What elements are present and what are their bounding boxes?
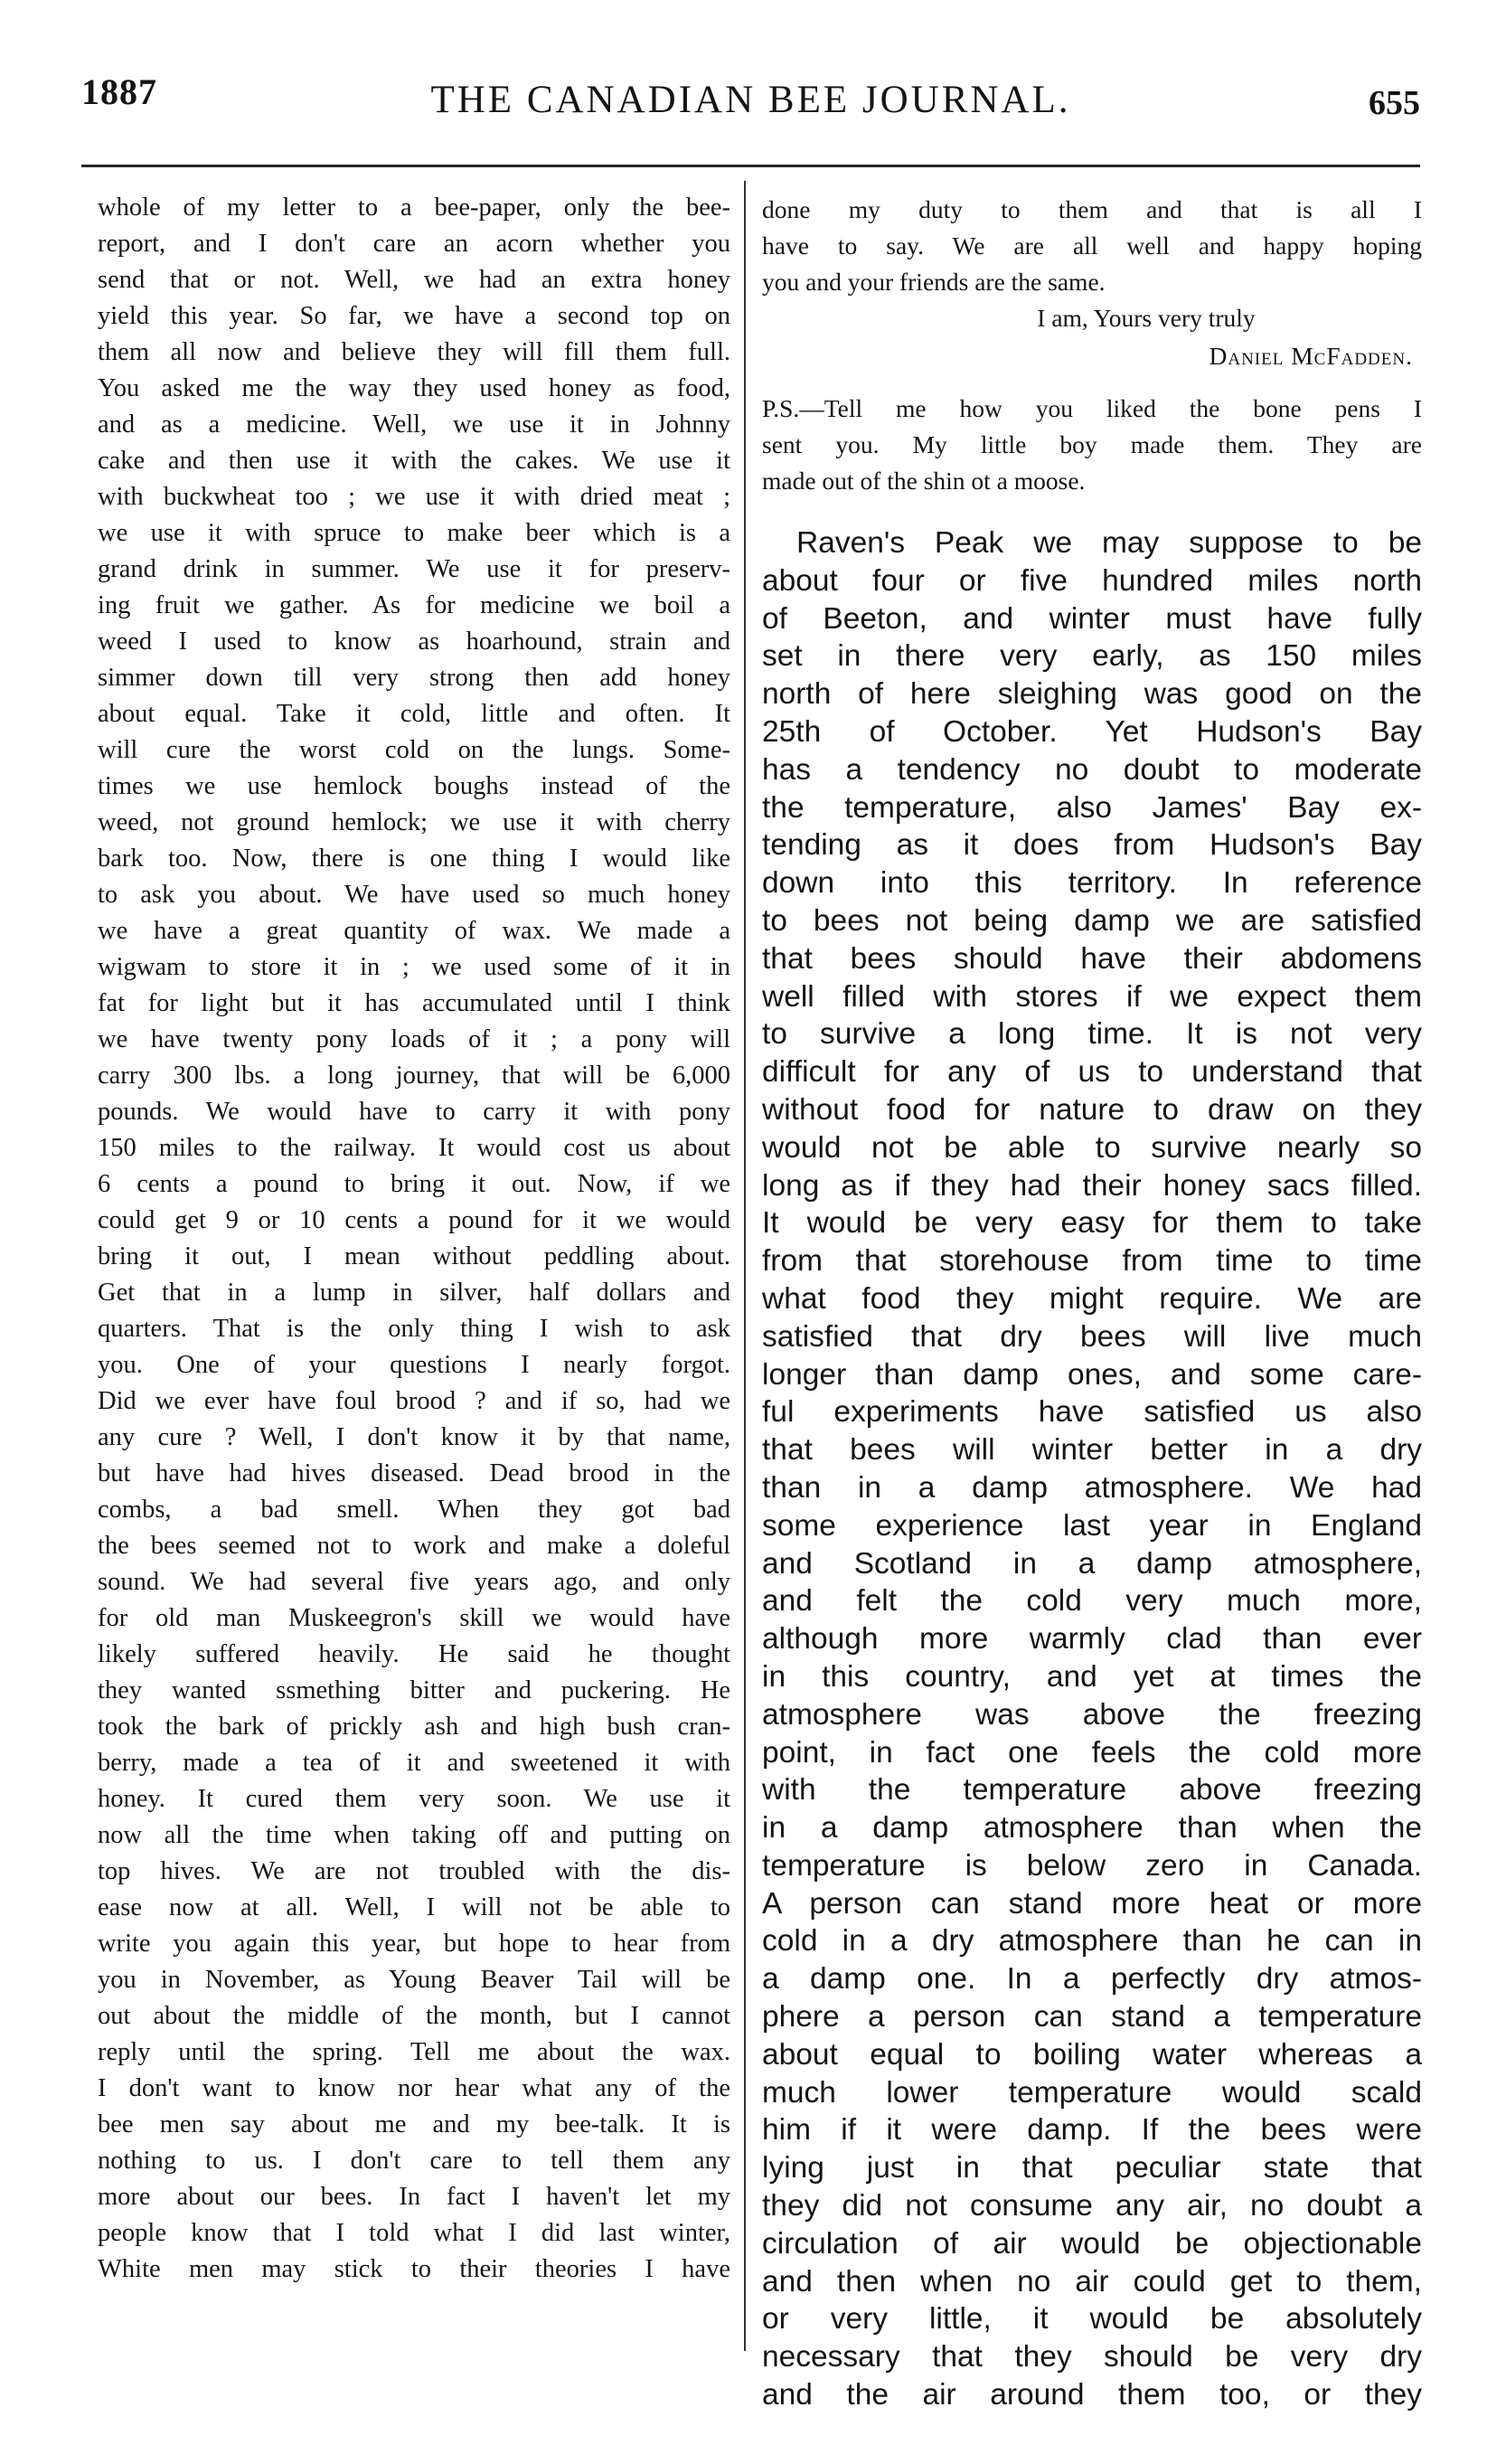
article-line: A person can stand more heat or more — [762, 1886, 1422, 1921]
text-line: we have a great quantity of wax. We made a — [98, 917, 730, 945]
article-line: circulation of air would be objectionable — [762, 2226, 1422, 2261]
header-year: 1887 — [81, 71, 157, 112]
article-line: long as if they had their honey sacs filled. — [762, 1168, 1422, 1203]
text-line: any cure ? Well, I don't know it by that name, — [98, 1423, 730, 1451]
text-line: write you again this year, but hope to hear from — [98, 1930, 730, 1958]
article-line: lying just in that peculiar state that — [762, 2151, 1422, 2186]
text-line: reply until the spring. Tell me about the wax. — [98, 2038, 730, 2066]
article-line: and then when no air could get to them, — [762, 2264, 1422, 2299]
article-line: down into this territory. In reference — [762, 866, 1422, 901]
letter-line: you and your friends are the same. — [762, 268, 1106, 296]
article-line: ful experiments have satisfied us also — [762, 1395, 1422, 1430]
text-line: took the bark of prickly ash and high bush cran- — [98, 1713, 730, 1741]
article-line: about four or five hundred miles north — [762, 563, 1422, 598]
postscript-line: made out of the shin ot a moose. — [762, 467, 1086, 495]
article-line: from that storehouse from time to time — [762, 1244, 1422, 1279]
postscript-line: P.S.—Tell me how you liked the bone pens I — [762, 394, 1422, 422]
article-line: to bees not being damp we are satisfied — [762, 903, 1422, 938]
column-divider — [744, 181, 746, 2351]
article-line: a damp one. In a perfectly dry atmos- — [762, 1962, 1422, 1997]
text-line: could get 9 or 10 cents a pound for it we would — [98, 1206, 730, 1234]
text-line: You asked me the way they used honey as food, — [98, 374, 730, 402]
article-line: of Beeton, and winter must have fully — [762, 601, 1422, 636]
article-line: than in a damp atmosphere. We had — [762, 1470, 1422, 1505]
text-line: report, and I don't care an acorn whether you — [98, 230, 730, 258]
text-line: the bees seemed not to work and make a doleful — [98, 1532, 730, 1560]
article-line: some experience last year in England — [762, 1508, 1422, 1543]
text-line: whole of my letter to a bee-paper, only the bee- — [98, 194, 730, 222]
text-line: we use it with spruce to make beer which is a — [98, 519, 730, 547]
text-line: they wanted ssmething bitter and puckering. He — [98, 1676, 730, 1704]
letter-ending — [762, 192, 1422, 300]
page-header — [81, 71, 1420, 134]
text-line: them all now and believe they will fill them full. — [98, 338, 730, 366]
header-rule — [81, 165, 1420, 167]
article-line: temperature is below zero in Canada. — [762, 1848, 1422, 1883]
text-line: bark too. Now, there is one thing I would like — [98, 845, 730, 873]
text-line: cake and then use it with the cakes. We use it — [98, 447, 730, 475]
article-line: necessary that they should be very dry — [762, 2340, 1422, 2374]
article-line: about equal to boiling water whereas a — [762, 2037, 1422, 2072]
article-line: and the air around them too, or they — [762, 2378, 1422, 2412]
text-line: bee men say about me and my bee-talk. It is — [98, 2110, 730, 2138]
letter-closing: I am, Yours very truly — [1037, 304, 1256, 332]
article-line: 25th of October. Yet Hudson's Bay — [762, 714, 1422, 749]
text-line: people know that I told what I did last winter, — [98, 2219, 730, 2247]
article-line: without food for nature to draw on they — [762, 1092, 1422, 1127]
right-column — [762, 192, 1422, 2414]
article-line: that bees will winter better in a dry — [762, 1433, 1422, 1468]
text-line: Get that in a lump in silver, half dollars and — [98, 1279, 730, 1307]
text-line: nothing to us. I don't care to tell them any — [98, 2147, 730, 2175]
text-line: weed, not ground hemlock; we use it with cherry — [98, 808, 730, 836]
text-line: honey. It cured them very soon. We use it — [98, 1785, 730, 1813]
postscript-line: sent you. My little boy made them. They are — [762, 430, 1422, 458]
text-line: sound. We had several five years ago, and only — [98, 1568, 730, 1596]
text-line: pounds. We would have to carry it with pony — [98, 1098, 730, 1126]
left-column — [98, 190, 730, 2378]
article-line: atmosphere was above the freezing — [762, 1697, 1422, 1732]
article-line: and felt the cold very much more, — [762, 1584, 1422, 1619]
text-line: send that or not. Well, we had an extra honey — [98, 266, 730, 294]
text-line: ease now at all. Well, I will not be able to — [98, 1893, 730, 1921]
text-line: top hives. We are not troubled with the dis- — [98, 1857, 730, 1885]
article-line: well filled with stores if we expect them — [762, 979, 1422, 1014]
letter-signature: Daniel McFadden. — [1209, 342, 1413, 370]
page-number: 655 — [1369, 84, 1420, 122]
article-line: they did not consume any air, no doubt a — [762, 2189, 1422, 2223]
text-line: to ask you about. We have used so much honey — [98, 881, 730, 909]
article-line: has a tendency no doubt to moderate — [762, 752, 1422, 787]
text-line: simmer down till very strong then add honey — [98, 664, 730, 692]
text-line: and as a medicine. Well, we use it in Johnny — [98, 411, 730, 439]
article-line: It would be very easy for them to take — [762, 1206, 1422, 1241]
editorial-article — [762, 524, 1422, 2414]
text-line: you in November, as Young Beaver Tail will be — [98, 1966, 730, 1994]
text-line: grand drink in summer. We use it for preserv- — [98, 555, 730, 583]
letter-line: done my duty to them and that is all I — [762, 195, 1422, 223]
article-line: satisfied that dry bees will live much — [762, 1319, 1422, 1354]
text-line: combs, a bad smell. When they got bad — [98, 1496, 730, 1524]
text-line: White men may stick to their theories I have — [98, 2255, 730, 2283]
text-line: you. One of your questions I nearly forgot. — [98, 1351, 730, 1379]
article-line: Raven's Peak we may suppose to be — [796, 526, 1422, 560]
text-line: Did we ever have foul brood ? and if so, had we — [98, 1387, 730, 1415]
text-line: but have had hives diseased. Dead brood in the — [98, 1459, 730, 1487]
article-line: and Scotland in a damp atmosphere, — [762, 1546, 1422, 1581]
article-line: set in there very early, as 150 miles — [762, 639, 1422, 674]
text-line: will cure the worst cold on the lungs. Some- — [98, 736, 730, 764]
article-line: in a damp atmosphere than when the — [762, 1811, 1422, 1846]
article-line: the temperature, also James' Bay ex- — [762, 790, 1422, 825]
text-line: berry, made a tea of it and sweetened it with — [98, 1749, 730, 1777]
article-line: much lower temperature would scald — [762, 2075, 1422, 2110]
text-line: times we use hemlock boughs instead of the — [98, 772, 730, 800]
article-line: point, in fact one feels the cold more — [762, 1735, 1422, 1770]
article-line: what food they might require. We are — [762, 1281, 1422, 1316]
text-line: ing fruit we gather. As for medicine we boil a — [98, 591, 730, 619]
text-line: with buckwheat too ; we use it with dried meat ; — [98, 483, 730, 511]
text-line: likely suffered heavily. He said he thought — [98, 1640, 730, 1668]
article-line: although more warmly clad than ever — [762, 1622, 1422, 1657]
text-line: yield this year. So far, we have a second top on — [98, 302, 730, 330]
text-line: wigwam to store it in ; we used some of it in — [98, 953, 730, 981]
article-line: north of here sleighing was good on the — [762, 677, 1422, 712]
text-line: carry 300 lbs. a long journey, that will be 6,000 — [98, 1062, 730, 1090]
article-line: or very little, it would be absolutely — [762, 2302, 1422, 2337]
text-line: fat for light but it has accumulated until I think — [98, 989, 730, 1017]
article-line: in this country, and yet at times the — [762, 1659, 1422, 1694]
article-line: phere a person can stand a temperature — [762, 2000, 1422, 2034]
article-line: longer than damp ones, and some care- — [762, 1357, 1422, 1392]
article-line: to survive a long time. It is not very — [762, 1017, 1422, 1052]
journal-title: THE CANADIAN BEE JOURNAL. — [430, 79, 1071, 121]
text-line: out about the middle of the month, but I cannot — [98, 2002, 730, 2030]
text-line: more about our bees. In fact I haven't let my — [98, 2183, 730, 2211]
text-line: quarters. That is the only thing I wish to ask — [98, 1315, 730, 1343]
article-line: that bees should have their abdomens — [762, 941, 1422, 976]
postscript — [762, 391, 1422, 499]
text-line: 6 cents a pound to bring it out. Now, if we — [98, 1170, 730, 1198]
article-line: tending as it does from Hudson's Bay — [762, 828, 1422, 863]
text-line: now all the time when taking off and putting on — [98, 1821, 730, 1849]
letter-line: have to say. We are all well and happy hoping — [762, 231, 1422, 260]
article-line: cold in a dry atmosphere than he can in — [762, 1924, 1422, 1959]
article-line: difficult for any of us to understand that — [762, 1055, 1422, 1090]
text-line: weed I used to know as hoarhound, strain and — [98, 628, 730, 656]
text-line: about equal. Take it cold, little and often. It — [98, 700, 730, 728]
text-line: we have twenty pony loads of it ; a pony will — [98, 1025, 730, 1053]
text-line: for old man Muskeegron's skill we would have — [98, 1604, 730, 1632]
article-line: with the temperature above freezing — [762, 1773, 1422, 1808]
article-line: would not be able to survive nearly so — [762, 1130, 1422, 1165]
article-line: him if it were damp. If the bees were — [762, 2113, 1422, 2148]
text-line: bring it out, I mean without peddling about. — [98, 1242, 730, 1270]
text-line: 150 miles to the railway. It would cost us about — [98, 1134, 730, 1162]
text-line: I don't want to know nor hear what any of the — [98, 2074, 730, 2102]
